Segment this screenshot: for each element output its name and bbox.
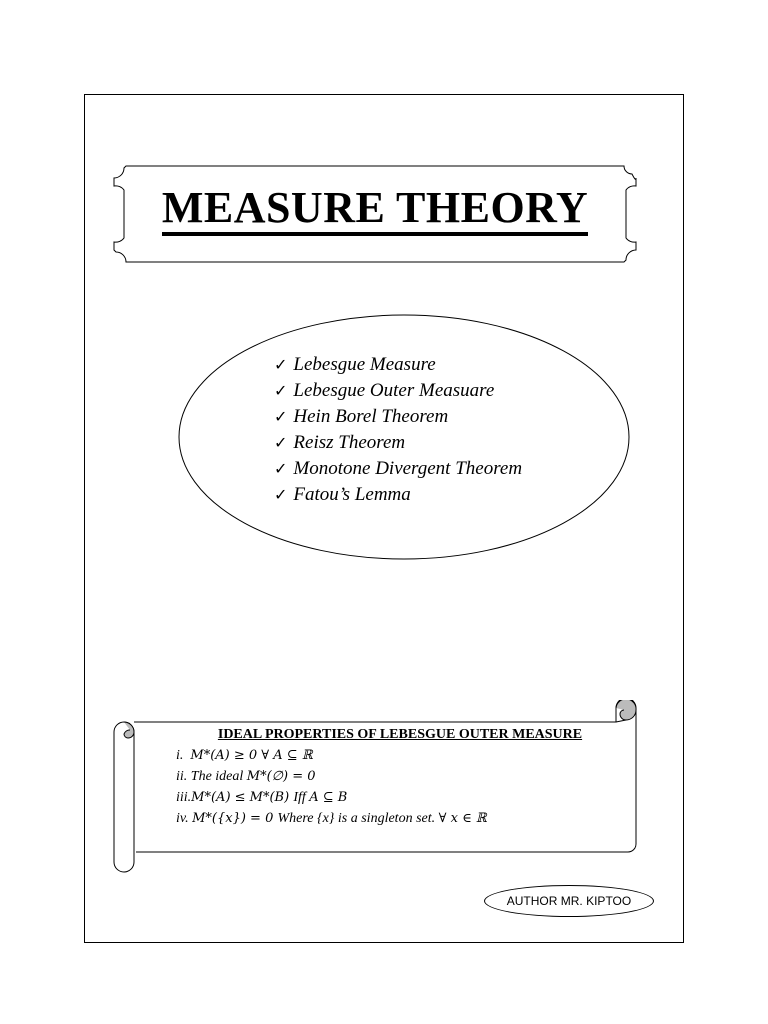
- properties-heading: IDEAL PROPERTIES OF LEBESGUE OUTER MEASURE: [217, 727, 583, 742]
- topics-ellipse: [178, 314, 630, 560]
- property-item: ii. The ideal M*(∅) = 0: [176, 769, 316, 784]
- title-frame: [112, 164, 638, 264]
- document-title: MEASURE THEORY: [112, 182, 638, 236]
- property-item: iii.M*(A) ≤ M*(B) Iff A ⊆ B: [176, 790, 348, 805]
- topic-item: ✓ Hein Borel Theorem: [274, 406, 449, 427]
- checkmark-icon: ✓: [274, 433, 288, 452]
- checkmark-icon: ✓: [274, 355, 288, 374]
- topic-item: ✓ Reisz Theorem: [274, 432, 406, 453]
- properties-scroll: [112, 700, 640, 876]
- checkmark-icon: ✓: [274, 381, 288, 400]
- topic-item: ✓ Fatou’s Lemma: [274, 484, 411, 505]
- checkmark-icon: ✓: [274, 459, 288, 478]
- author-badge: AUTHOR MR. KIPTOO: [484, 885, 654, 917]
- checkmark-icon: ✓: [274, 485, 288, 504]
- topic-item: ✓ Monotone Divergent Theorem: [274, 458, 523, 479]
- property-item: iv. M*({x}) = 0 Where {x} is a singleton set. ∀ x ∈ ℝ: [176, 811, 487, 826]
- topic-item: ✓ Lebesgue Measure: [274, 354, 436, 375]
- topic-item: ✓ Lebesgue Outer Measuare: [274, 380, 495, 401]
- topics-list: [274, 352, 522, 508]
- properties-list: [176, 745, 487, 829]
- checkmark-icon: ✓: [274, 407, 288, 426]
- property-item: i. M*(A) ≥ 0 ∀ A ⊆ ℝ: [176, 748, 313, 763]
